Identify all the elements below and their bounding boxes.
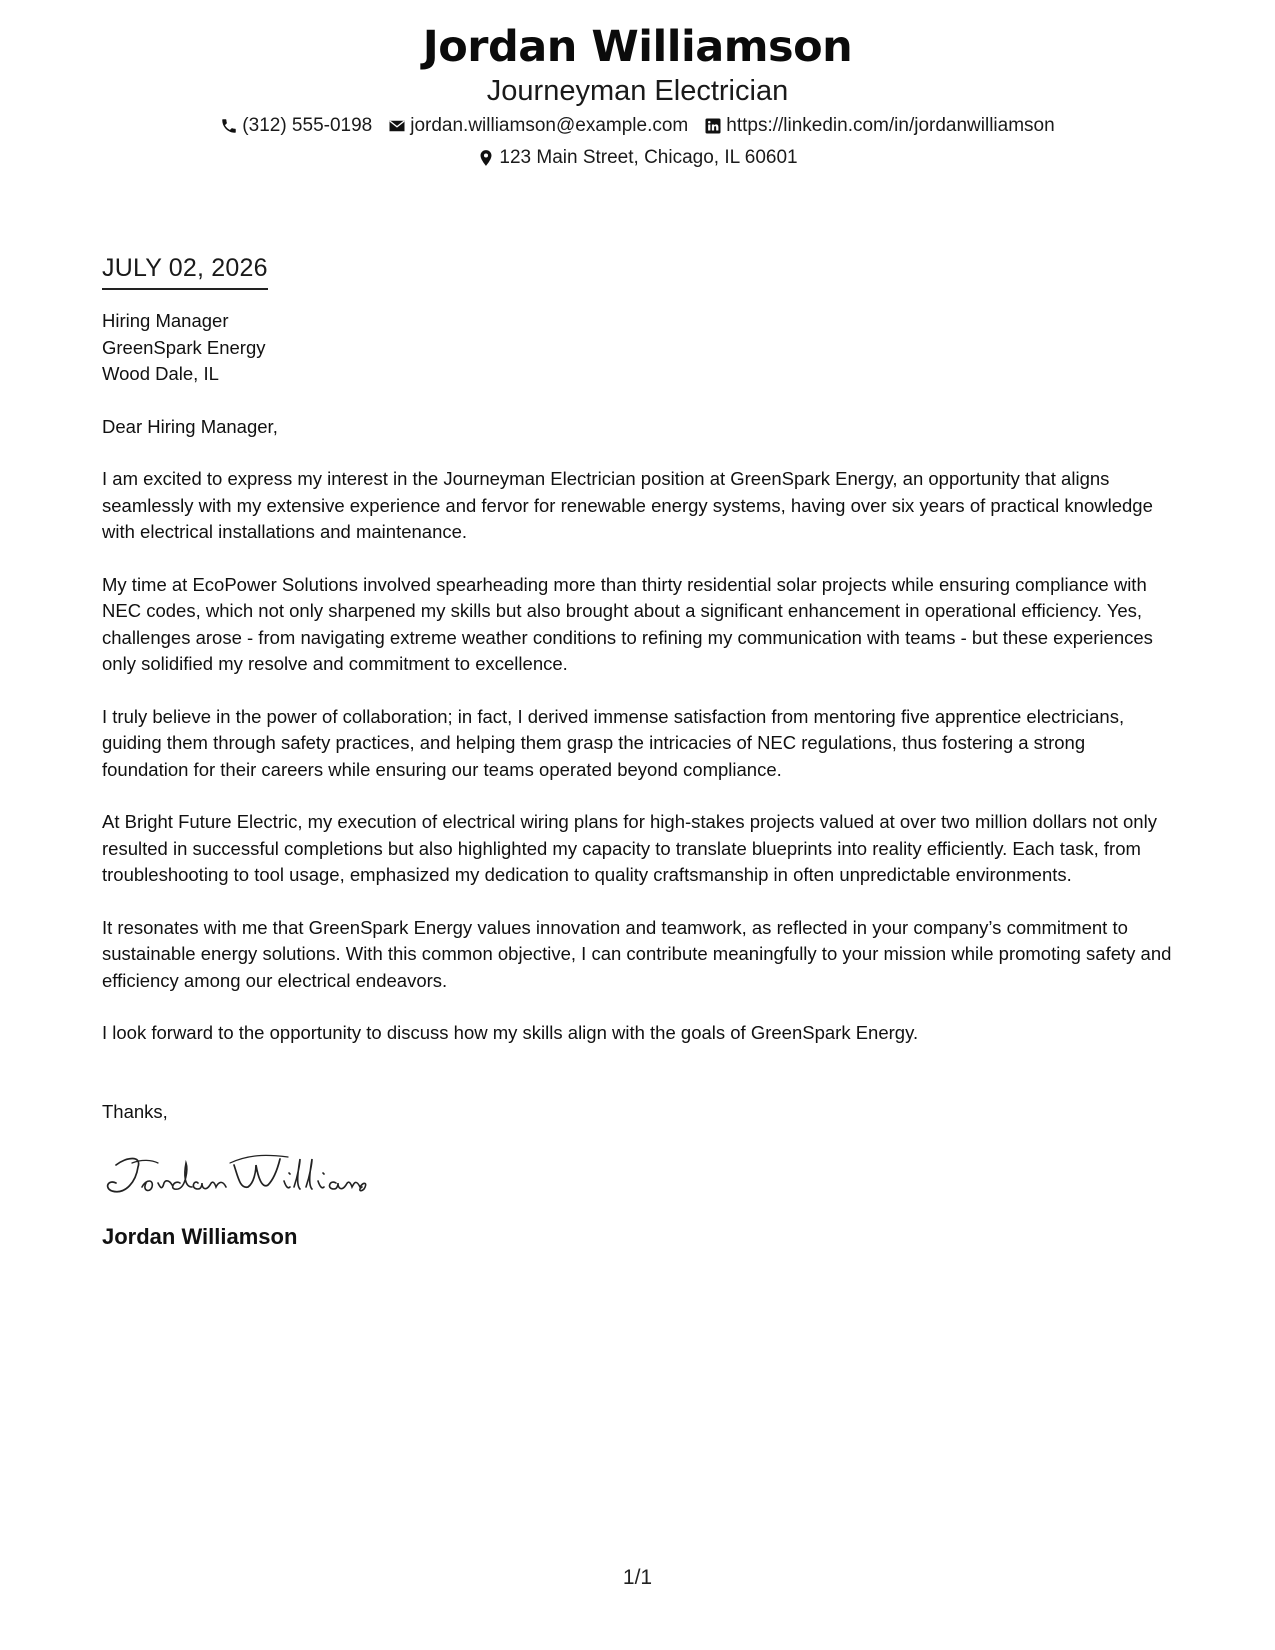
closing: Thanks, [102,1100,168,1122]
map-pin-icon [477,149,495,167]
recipient-line: Wood Dale, IL [102,363,219,384]
address-text: 123 Main Street, Chicago, IL 60601 [499,147,798,168]
applicant-title: Journeyman Electrician [486,75,789,107]
handwritten-signature [102,1143,372,1207]
recipient-line: GreenSpark Energy [102,336,266,358]
body-paragraph: It resonates with me that GreenSpark Energy values innovation and teamwork, as reflected in your company’s commitment to sustainable energy solutions. With this common objective, I can contribute meaningfully to your mission while promoting safety and efficiency among our electrical endeavors. [102,916,1172,991]
letter-body [102,252,1174,1252]
letter-date: JULY 02, 2026 [102,252,268,290]
contact-row [0,112,1275,140]
letter-header [0,18,1275,172]
linkedin-icon [704,117,722,135]
body-paragraph: I am excited to express my interest in the Journeyman Electrician position at GreenSpark Energy, an opportunity that aligns seamlessly with my extensive experience and fervor for renewable energy systems, having over six years of practical knowledge with electrical installations and maintenance. [102,468,1153,542]
salutation: Dear Hiring Manager, [102,415,278,437]
envelope-icon [388,117,406,135]
contact-address [477,144,797,172]
page-number: 1/1 [622,1566,653,1589]
body-paragraph: At Bright Future Electric, my execution of electrical wiring plans for high-stakes projects valued at over two million dollars not only resulted in successful completions but also highlighted my capacity to translate blueprints into reality efficiently. Each task, from troubleshooting to tool usage, emphasized my dedication to quality craftsmanship in often unpredictable environments. [102,811,1157,885]
body-paragraph: My time at EcoPower Solutions involved spearheading more than thirty residential solar projects while ensuring compliance with NEC codes, which not only sharpened my skills but also brought about a significant enhancement in operational efficiency. Yes, challenges arose - from navigating extreme weather conditions to refining my communication with teams - but these experiences only solidified my resolve and commitment to excellence. [102,573,1153,674]
recipient-block [102,308,1174,388]
phone-icon [220,117,238,135]
contact-phone [220,112,372,140]
address-row [0,144,1275,172]
signer-name: Jordan Williamson [102,1224,298,1249]
linkedin-text: https://linkedin.com/in/jordanwilliamson [726,115,1055,136]
body-paragraph: I look forward to the opportunity to discuss how my skills align with the goals of GreenSpark Energy. [102,1022,919,1043]
recipient-line: Hiring Manager [102,310,229,331]
contact-email[interactable] [388,112,688,140]
phone-text: (312) 555-0198 [242,115,373,136]
applicant-name: Jordan Williamson [422,22,853,72]
body-paragraph: I truly believe in the power of collaboration; in fact, I derived immense satisfaction from mentoring five apprentice electricians, guiding them through safety practices, and helping them grasp the intricacies of NEC regulations, thus fostering a strong foundation for their careers while ensuring our teams operated beyond compliance. [102,705,1125,780]
email-text: jordan.williamson@example.com [410,115,689,136]
contact-linkedin[interactable] [704,112,1054,140]
